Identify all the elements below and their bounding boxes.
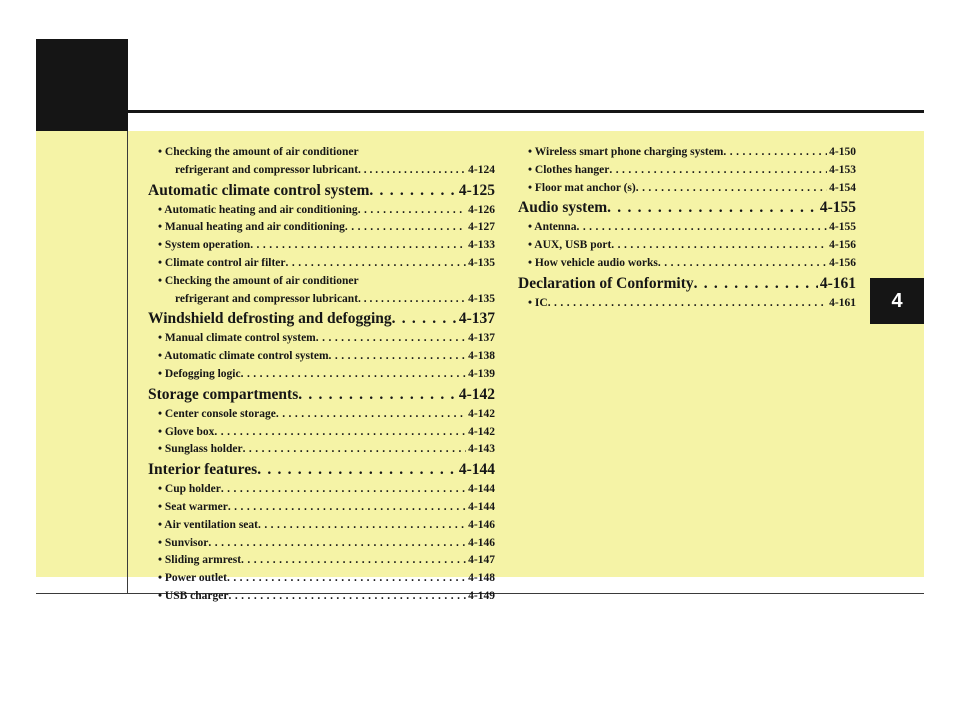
toc-page-number: 4-154 bbox=[829, 181, 856, 194]
toc-entry[interactable] bbox=[148, 219, 495, 237]
dot-leader bbox=[298, 385, 457, 405]
toc-entry-title: • Glove box bbox=[158, 424, 214, 442]
dot-leader bbox=[286, 255, 467, 273]
toc-section-title: Windshield defrosting and defogging bbox=[148, 310, 392, 328]
toc-entry-title-cont: refrigerant and compressor lubricant bbox=[175, 292, 359, 305]
toc-page-number: 4-135 bbox=[468, 292, 495, 305]
toc-page-number: 4-143 bbox=[468, 443, 495, 456]
toc-entry[interactable] bbox=[518, 295, 856, 313]
toc-entry-title: • Sliding armrest bbox=[158, 552, 241, 570]
toc-entry-title: • Sunglass holder bbox=[158, 441, 243, 459]
toc-entry-title: • Floor mat anchor (s) bbox=[528, 180, 636, 198]
dot-leader bbox=[358, 291, 466, 309]
dot-leader bbox=[250, 237, 466, 255]
dot-leader bbox=[358, 162, 466, 180]
toc-entry-title: • Manual climate control system bbox=[158, 330, 316, 348]
toc-entry[interactable] bbox=[518, 255, 856, 273]
toc-section[interactable] bbox=[148, 460, 495, 480]
toc-entry[interactable] bbox=[148, 570, 495, 588]
toc-page-number: 4-144 bbox=[468, 483, 495, 496]
toc-entry-title: • Automatic heating and air conditioning bbox=[158, 202, 358, 220]
dot-leader bbox=[214, 424, 466, 442]
toc-entry[interactable] bbox=[148, 237, 495, 255]
toc-page-number: 4-137 bbox=[458, 310, 495, 328]
toc-page-number: 4-125 bbox=[458, 181, 495, 199]
toc-page-number: 4-142 bbox=[468, 425, 495, 438]
toc-page-number: 4-150 bbox=[829, 146, 856, 158]
dot-leader bbox=[221, 481, 466, 499]
chapter-number: 4 bbox=[891, 289, 903, 312]
toc-section-title: Declaration of Conformity bbox=[518, 274, 694, 292]
toc-section[interactable] bbox=[518, 274, 856, 294]
toc-page-number: 4-149 bbox=[468, 589, 495, 602]
toc-entry-title: • AUX, USB port bbox=[528, 237, 611, 255]
toc-section-title: Interior features bbox=[148, 461, 258, 479]
toc-page-number: 4-146 bbox=[468, 536, 495, 549]
toc-entry-title: • Center console storage bbox=[158, 406, 276, 424]
dot-leader bbox=[276, 406, 466, 424]
dot-leader bbox=[369, 181, 456, 201]
toc-entry[interactable] bbox=[148, 441, 495, 459]
toc-page-number: 4-139 bbox=[468, 367, 495, 380]
toc-page-number: 4-155 bbox=[829, 221, 856, 234]
dot-leader bbox=[609, 162, 827, 180]
toc-entry-title: • Climate control air filter bbox=[158, 255, 286, 273]
toc-entry-title: • Air ventilation seat bbox=[158, 517, 258, 535]
toc-entry-title: • Defogging logic bbox=[158, 366, 241, 384]
toc-page-number: 4-135 bbox=[468, 256, 495, 269]
toc-page-number: 4-146 bbox=[468, 518, 495, 531]
toc-entry-title: • USB charger bbox=[158, 588, 228, 606]
toc-section[interactable] bbox=[148, 181, 495, 201]
toc-section-title: Automatic climate control system bbox=[148, 181, 370, 199]
toc-entry[interactable] bbox=[518, 180, 856, 198]
toc-page-number: 4-138 bbox=[468, 350, 495, 363]
toc-entry-title: • Wireless smart phone charging system bbox=[528, 144, 723, 162]
toc-entry[interactable] bbox=[148, 517, 495, 535]
toc-section-title: Storage compartments bbox=[148, 385, 299, 403]
chapter-tab[interactable] bbox=[870, 278, 924, 324]
header-rule bbox=[128, 110, 924, 113]
toc-section[interactable] bbox=[148, 385, 495, 405]
dot-leader bbox=[329, 348, 467, 366]
toc-page-number: 4-137 bbox=[468, 332, 495, 345]
toc-page-number: 4-147 bbox=[468, 554, 495, 567]
toc-entry[interactable] bbox=[148, 366, 495, 384]
toc-entry[interactable] bbox=[148, 348, 495, 366]
dot-leader bbox=[576, 219, 827, 237]
toc-entry[interactable] bbox=[148, 588, 495, 606]
toc-entry-title: • System operation bbox=[158, 237, 250, 255]
toc-entry-title: • Manual heating and air conditioning bbox=[158, 219, 345, 237]
toc-entry[interactable] bbox=[148, 144, 495, 180]
dot-leader bbox=[241, 552, 466, 570]
dot-leader bbox=[227, 570, 466, 588]
toc-entry-title: • Clothes hanger bbox=[528, 162, 609, 180]
toc-page-number: 4-156 bbox=[829, 256, 856, 269]
dot-leader bbox=[228, 499, 466, 517]
toc-page-number: 4-124 bbox=[468, 163, 495, 176]
dot-leader bbox=[548, 295, 827, 313]
toc-page-number: 4-156 bbox=[829, 239, 856, 252]
toc-entry-title: • Antenna bbox=[528, 219, 576, 237]
toc-page-number: 4-142 bbox=[468, 407, 495, 420]
toc-page-number: 4-155 bbox=[819, 199, 856, 217]
toc-entry-title: • How vehicle audio works bbox=[528, 255, 658, 273]
toc-entry[interactable] bbox=[148, 481, 495, 499]
dot-leader bbox=[694, 274, 818, 294]
dot-leader bbox=[723, 144, 827, 162]
dot-leader bbox=[358, 202, 466, 220]
toc-page-number: 4-144 bbox=[468, 500, 495, 513]
toc-entry[interactable] bbox=[518, 219, 856, 237]
toc-entry[interactable] bbox=[148, 552, 495, 570]
toc-left-column bbox=[148, 144, 495, 606]
toc-section-title: Audio system bbox=[518, 199, 608, 217]
toc-entry[interactable] bbox=[148, 424, 495, 442]
dot-leader bbox=[392, 309, 457, 329]
toc-entry[interactable] bbox=[148, 255, 495, 273]
toc-entry-title: • IC bbox=[528, 295, 548, 313]
toc-entry[interactable] bbox=[148, 535, 495, 553]
toc-entry[interactable] bbox=[148, 499, 495, 517]
dot-leader bbox=[257, 460, 457, 480]
toc-entry-title: • Seat warmer bbox=[158, 499, 228, 517]
toc-page-number: 4-161 bbox=[829, 296, 856, 309]
dot-leader bbox=[345, 219, 466, 237]
toc-entry-title: • Automatic climate control system bbox=[158, 348, 329, 366]
dot-leader bbox=[611, 237, 827, 255]
header-block bbox=[36, 39, 128, 131]
toc-entry[interactable] bbox=[148, 202, 495, 220]
toc-page-number: 4-144 bbox=[458, 461, 495, 479]
toc-page-number: 4-133 bbox=[468, 239, 495, 252]
toc-page-number: 4-161 bbox=[819, 274, 856, 292]
toc-entry[interactable] bbox=[518, 144, 856, 162]
toc-page-number: 4-142 bbox=[458, 385, 495, 403]
toc-right-column bbox=[518, 144, 856, 313]
toc-section[interactable] bbox=[148, 309, 495, 329]
toc-entry-title-cont: refrigerant and compressor lubricant bbox=[175, 163, 359, 176]
toc-page-number: 4-148 bbox=[468, 572, 495, 585]
toc-entry-title: • Checking the amount of air conditioner bbox=[148, 273, 495, 291]
toc-section[interactable] bbox=[518, 198, 856, 218]
dot-leader bbox=[316, 330, 466, 348]
toc-page-number: 4-127 bbox=[468, 221, 495, 234]
dot-leader bbox=[607, 198, 818, 218]
toc-entry[interactable] bbox=[148, 406, 495, 424]
dot-leader bbox=[208, 535, 466, 553]
dot-leader bbox=[636, 180, 827, 198]
dot-leader bbox=[243, 441, 467, 459]
toc-entry-title: • Checking the amount of air conditioner bbox=[148, 144, 495, 162]
toc-entry[interactable] bbox=[148, 330, 495, 348]
toc-entry[interactable] bbox=[148, 273, 495, 309]
dot-leader bbox=[658, 255, 827, 273]
toc-entry[interactable] bbox=[518, 237, 856, 255]
toc-entry-title: • Cup holder bbox=[158, 481, 221, 499]
dot-leader bbox=[258, 517, 466, 535]
toc-entry-title: • Sunvisor bbox=[158, 535, 208, 553]
margin-rule bbox=[127, 131, 128, 594]
toc-entry[interactable] bbox=[518, 162, 856, 180]
toc-entry-title: • Power outlet bbox=[158, 570, 227, 588]
toc-page-number: 4-153 bbox=[829, 163, 856, 176]
dot-leader bbox=[228, 588, 466, 606]
dot-leader bbox=[241, 366, 467, 384]
toc-page-number: 4-126 bbox=[468, 203, 495, 216]
